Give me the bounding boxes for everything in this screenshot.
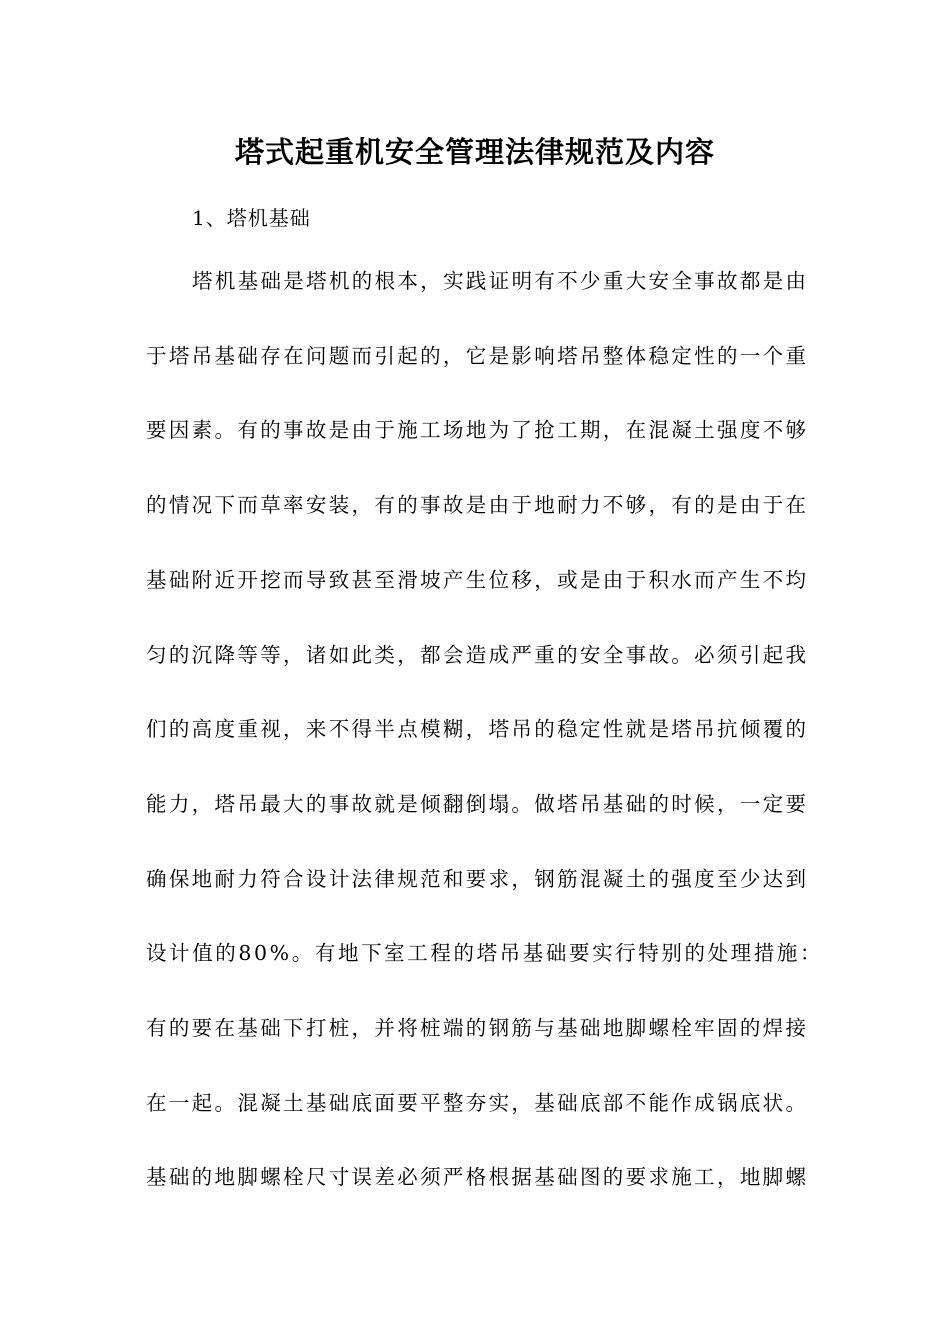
paragraph-line: 在一起。混凝土基础底面要平整夯实，基础底部不能作成锅底状。 — [146, 1091, 806, 1115]
paragraph-line: 塔机基础是塔机的根本，实践证明有不少重大安全事故都是由 — [192, 269, 806, 293]
paragraph-line: 们的高度重视，来不得半点模糊，塔吊的稳定性就是塔吊抗倾覆的 — [146, 717, 806, 741]
section-heading: 1、塔机基础 — [192, 206, 311, 230]
paragraph-line: 于塔吊基础存在问题而引起的，它是影响塔吊整体稳定性的一个重 — [146, 344, 806, 368]
paragraph-line: 要因素。有的事故是由于施工场地为了抢工期，在混凝土强度不够 — [146, 418, 806, 442]
paragraph-line: 基础的地脚螺栓尺寸误差必须严格根据基础图的要求施工，地脚螺 — [146, 1165, 806, 1189]
paragraph-line: 设计值的80%。有地下室工程的塔吊基础要实行特别的处理措施： — [146, 941, 824, 965]
paragraph-line: 确保地耐力符合设计法律规范和要求，钢筋混凝土的强度至少达到 — [146, 867, 806, 891]
paragraph-line: 能力，塔吊最大的事故就是倾翻倒塌。做塔吊基础的时候，一定要 — [146, 792, 806, 816]
paragraph-line: 匀的沉降等等，诸如此类，都会造成严重的安全事故。必须引起我 — [146, 643, 806, 667]
paragraph-line: 基础附近开挖而导致甚至滑坡产生位移，或是由于积水而产生不均 — [146, 568, 806, 592]
document-title: 塔式起重机安全管理法律规范及内容 — [234, 135, 715, 169]
paragraph-line: 有的要在基础下打桩，并将桩端的钢筋与基础地脚螺栓牢固的焊接 — [146, 1016, 806, 1040]
paragraph-line: 的情况下而草率安装，有的事故是由于地耐力不够，有的是由于在 — [146, 493, 806, 517]
